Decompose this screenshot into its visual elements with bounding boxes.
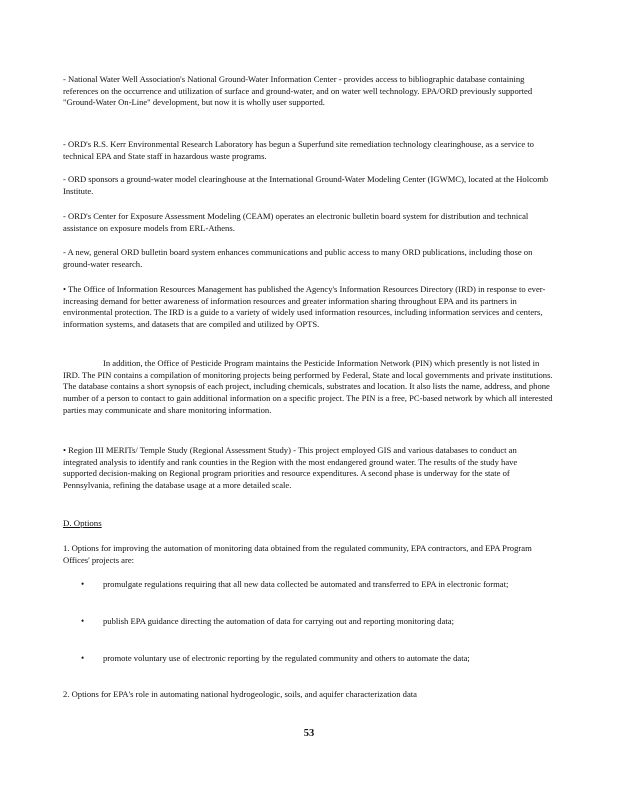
option-bullet-text: promulgate regulations requiring that all new data collected be automated and transferred to EPA in electronic format; <box>103 579 509 589</box>
paragraph-nwwa-information-center: - National Water Well Association's National Ground-Water Information Center - provides access to bibliographic database containing references on the occurrence and utilization of surface and ground-water, and on water well technology. EPA/ORD previously supported "Ground-Water On-Line" development, but now it is wholly user supported. <box>63 74 533 108</box>
paragraph-information-resources-directory: • The Office of Information Resources Management has published the Agency's Information Resources Directory (IRD) in response to ever-increasing demand for better awareness of information resources and greater information sharing throughout EPA and its partners in environmental protection. The IRD is a guide to a variety of widely used information resources, including information services and centers, information systems, and datasets that are compiled and utilized by OPTS. <box>63 284 546 330</box>
paragraph-kerr-laboratory: - ORD's R.S. Kerr Environmental Research Laboratory has begun a Superfund site remediation technology clearinghouse, as a service to technical EPA and State staff in hazardous waste programs. <box>63 139 534 161</box>
paragraph-ord-bulletin-board: - A new, general ORD bulletin board system enhances communications and public access to many ORD publications, including those on ground-water research. <box>63 247 533 269</box>
bullet-dot-icon: • <box>81 579 85 589</box>
pin-paragraph-text: In addition, the Office of Pesticide Program maintains the Pesticide Information Network (PIN) which presently is not listed in IRD. The PIN contains a compilation of monitoring projects being performed by Federal, State and local governments and private institutions. The database contains a short synopsis of each project, including chemicals, substrates and location. It also lists the name, address, and phone number of a person to contact to gain additional information on a specific project. The PIN is a free, PC-based network by which all interested parties may communicate and share monitoring information. <box>63 358 553 415</box>
bullet-dot-icon: • <box>81 653 85 663</box>
options-second-item-paragraph: 2. Options for EPA's role in automating national hydrogeologic, soils, and aquifer characterization data <box>63 689 417 699</box>
option-bullet-text: promote voluntary use of electronic reporting by the regulated community and others to automate the data; <box>103 653 470 663</box>
page-number: 53 <box>303 728 315 739</box>
paragraph-pesticide-information-network <box>63 358 553 417</box>
section-heading-options: D. Options <box>63 518 102 528</box>
paragraph-igwmc-clearinghouse: - ORD sponsors a ground-water model clearinghouse at the International Ground-Water Modeling Center (IGWMC), located at the Holcomb Institute. <box>63 174 549 196</box>
option-bullet-text: publish EPA guidance directing the automation of data for carrying out and reporting monitoring data; <box>103 616 454 626</box>
bullet-dot-icon: • <box>81 616 85 626</box>
paragraph-ceam-bulletin-board: - ORD's Center for Exposure Assessment Modeling (CEAM) operates an electronic bulletin board system for distribution and technical assistance on exposure models from ERL-Athens. <box>63 211 529 233</box>
options-intro-paragraph: 1. Options for improving the automation of monitoring data obtained from the regulated community, EPA contractors, and EPA Program Offices' projects are: <box>63 543 532 565</box>
paragraph-region-iii-merits: • Region III MERITs/ Temple Study (Regional Assessment Study) - This project employed GIS and various databases to conduct an integrated analysis to identify and rank counties in the Region with the most endangered ground water. The results of the study have supported decision-making on Regional program priorities and resource expenditures. A second phase is underway for the state of Pennsylvania, refining the database usage at a more detailed scale. <box>63 445 518 491</box>
